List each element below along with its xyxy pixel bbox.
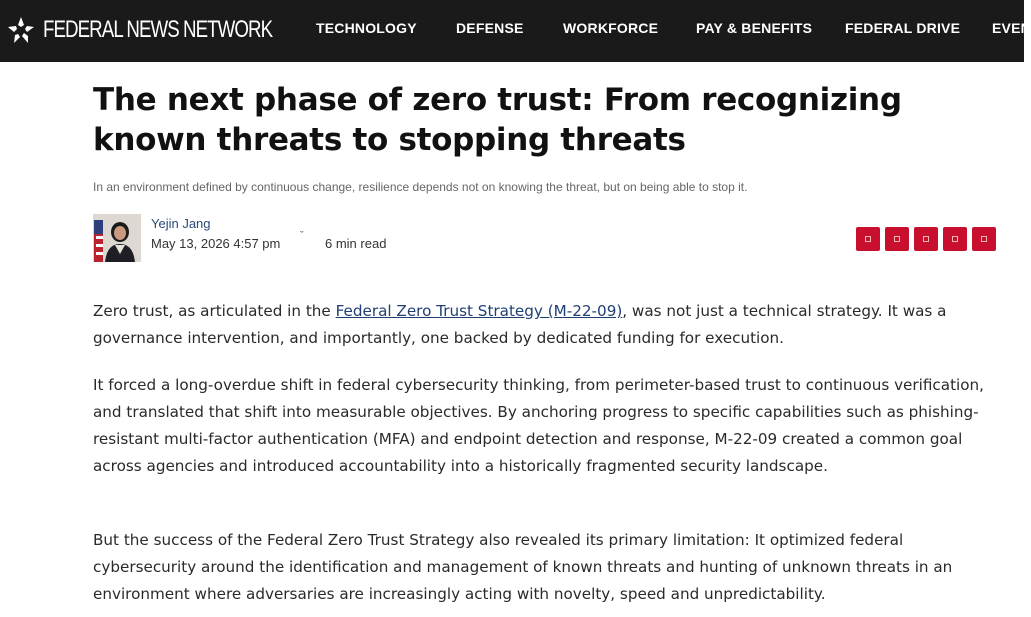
nav-item-events[interactable]: EVEN [992, 20, 1031, 36]
share-icon [923, 236, 929, 242]
fnn-star-logo-icon [5, 14, 37, 46]
share-icon [894, 236, 900, 242]
article-paragraph [93, 298, 1005, 352]
byline-separator: ˇ [300, 230, 304, 242]
paragraph-text: Zero trust, as articulated in the [93, 302, 336, 320]
article-subtitle: In an environment defined by continuous change, resilience depends not on knowing the threat, but on being able to stop it. [93, 180, 748, 194]
nav-item-defense[interactable]: DEFENSE [456, 20, 524, 36]
share-button[interactable] [856, 227, 880, 251]
site-name: FEDERAL NEWS NETWORK [43, 16, 273, 43]
article-paragraph: It forced a long-overdue shift in federal cybersecurity thinking, from perimeter-based trust to continuous verification, and translated that shift into measurable objectives. By anchoring progress to specific capabilities such as phishing-resistant multi-factor authentication (MFA) and endpoint detection and response, M-22-09 created a common goal across agencies and introduced accountability into a historically fragmented security landscape. [93, 376, 985, 475]
author-avatar[interactable] [93, 214, 141, 262]
publish-date: May 13, 2026 4:57 pm [151, 236, 281, 251]
author-photo-icon [93, 214, 141, 262]
zero-trust-strategy-link[interactable]: Federal Zero Trust Strategy (M-22-09) [335, 302, 623, 320]
read-time: 6 min read [325, 236, 387, 251]
share-icon [865, 236, 871, 242]
share-button[interactable] [914, 227, 938, 251]
site-logo-link[interactable] [5, 12, 337, 48]
nav-item-federal-drive[interactable]: FEDERAL DRIVE [845, 20, 961, 36]
article-paragraph: But the success of the Federal Zero Trust Strategy also revealed its primary limitation: It optimized federal cybersecurity around the identification and management of known threats and hunting of unknown threats in an environment where adversaries are increasingly acting with novelty, speed and unpredictability. [93, 531, 953, 603]
article-title: The next phase of zero trust: From recognizing known threats to stopping threats [93, 82, 902, 158]
share-icon [952, 236, 958, 242]
share-button[interactable] [943, 227, 967, 251]
share-button[interactable] [885, 227, 909, 251]
share-icon [981, 236, 987, 242]
nav-item-workforce[interactable]: WORKFORCE [563, 20, 659, 36]
paragraph-text: , was not just a technical strategy. It was a governance intervention, and importantly, one backed by dedicated funding for execution. [93, 302, 947, 347]
share-button[interactable] [972, 227, 996, 251]
nav-item-pay-benefits[interactable]: PAY & BENEFITS [696, 20, 813, 36]
top-nav-bar [0, 0, 1031, 62]
nav-item-technology[interactable]: TECHNOLOGY [316, 20, 417, 36]
author-name-link[interactable]: Yejin Jang [151, 216, 211, 231]
